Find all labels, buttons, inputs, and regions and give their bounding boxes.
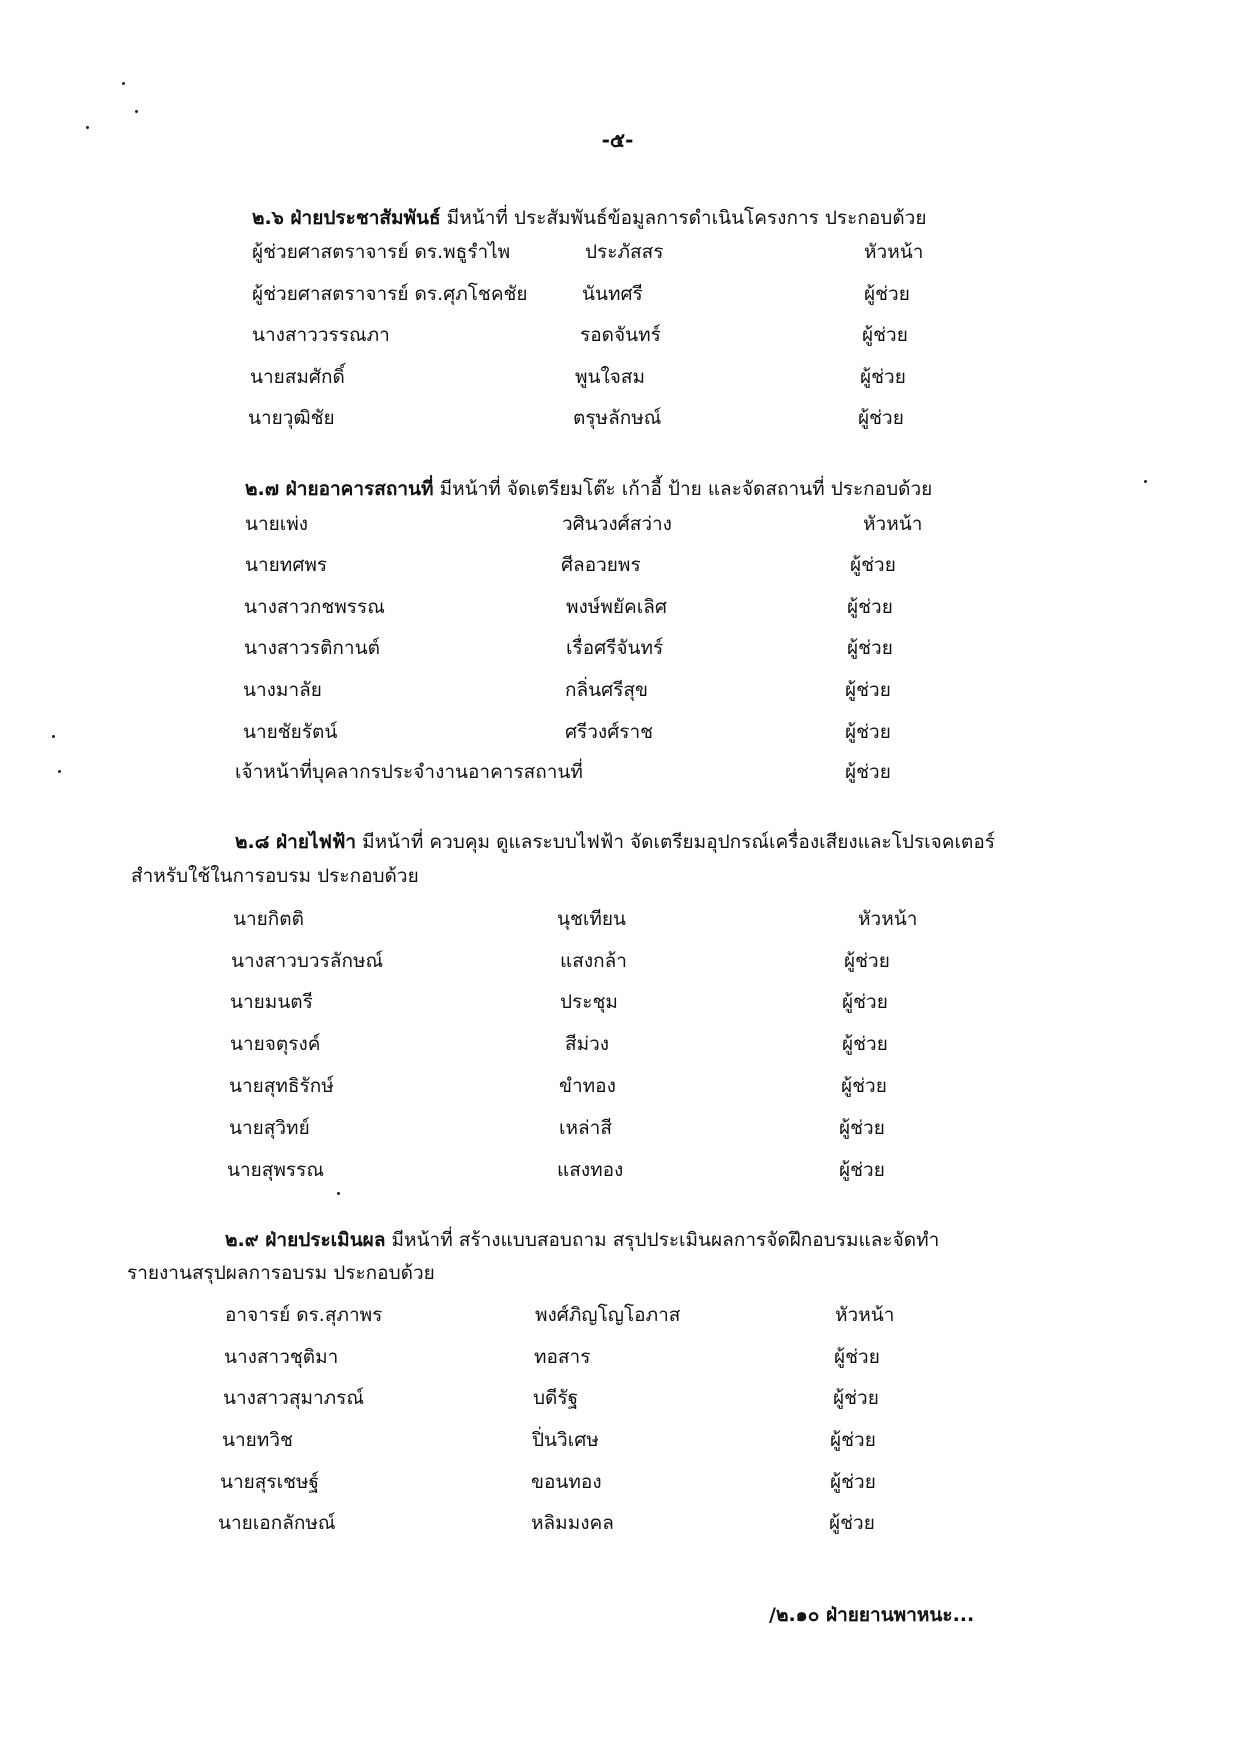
- member-role: ผู้ช่วย: [847, 637, 893, 659]
- member-first-name: นายสมศักดิ์: [250, 366, 345, 388]
- member-role: ผู้ช่วย: [847, 596, 893, 618]
- member-last-name: เรื่อศรีจันทร์: [566, 637, 664, 659]
- member-role: ผู้ช่วย: [844, 950, 890, 972]
- section-duty: มีหน้าที่ สร้างแบบสอบถาม สรุปประเมินผลการจัดฝึกอบรมและจัดทำ: [385, 1229, 940, 1251]
- member-first-name: นายทวิช: [222, 1429, 293, 1451]
- member-role: ผู้ช่วย: [842, 1033, 888, 1055]
- scan-speck: [337, 1192, 340, 1195]
- member-role: ผู้ช่วย: [850, 554, 896, 576]
- scan-speck: [135, 110, 138, 113]
- member-first-name: นางสาวบวรลักษณ์: [231, 950, 384, 972]
- section-heading: [245, 474, 932, 504]
- page-number: -๕-: [601, 128, 634, 152]
- member-last-name: ตรุษลักษณ์: [573, 407, 662, 429]
- member-last-name: ศีลอวยพร: [561, 554, 641, 576]
- member-first-name: นายสุรเชษฐ์: [220, 1471, 319, 1493]
- member-role: หัวหน้า: [835, 1304, 895, 1326]
- continuation-text: สำหรับใช้ในการอบรม ประกอบด้วย: [131, 865, 419, 887]
- member-role: หัวหน้า: [864, 241, 924, 263]
- continuation-footer: /๒.๑๐ ฝ่ายยานพาหนะ...: [769, 1604, 975, 1626]
- member-role: หัวหน้า: [863, 513, 923, 535]
- member-last-name: หลิมมงคล: [531, 1512, 614, 1534]
- member-last-name: แสงทอง: [557, 1159, 624, 1181]
- member-last-name: แสงกล้า: [560, 950, 627, 972]
- member-first-name: นายสุทธิรักษ์: [229, 1075, 334, 1097]
- member-last-name: ประภัสสร: [585, 241, 664, 263]
- member-role: ผู้ช่วย: [864, 283, 910, 305]
- member-last-name: ประชุม: [560, 991, 618, 1013]
- member-last-name: ปิ่นวิเศษ: [532, 1429, 599, 1451]
- member-first-name: นางสาวสุมาภรณ์: [223, 1387, 365, 1409]
- continuation-text: รายงานสรุปผลการอบรม ประกอบด้วย: [127, 1262, 435, 1284]
- member-first-name: นายกิตติ: [233, 908, 304, 930]
- member-role: ผู้ช่วย: [845, 679, 891, 701]
- member-first-name: นางสาวชุติมา: [224, 1346, 339, 1368]
- member-role: ผู้ช่วย: [829, 1512, 875, 1534]
- scan-speck: [1144, 480, 1147, 483]
- member-first-name: นางสาววรรณภา: [252, 324, 390, 346]
- member-last-name: เหล่าสี: [559, 1117, 612, 1139]
- member-role: ผู้ช่วย: [839, 1159, 885, 1181]
- member-last-name: วศินวงศ์สว่าง: [562, 513, 672, 535]
- member-role: ผู้ช่วย: [834, 1346, 880, 1368]
- member-first-name: นายมนตรี: [230, 991, 313, 1013]
- member-first-name: นายทศพร: [245, 554, 328, 576]
- section-duty: มีหน้าที่ ควบคุม ดูแลระบบไฟฟ้า จัดเตรียมอุปกรณ์เครื่องเสียงและโปรเจคเตอร์: [356, 831, 995, 853]
- member-last-name: สีม่วง: [565, 1033, 610, 1055]
- member-last-name: พูนใจสม: [575, 366, 646, 388]
- member-first-name: นายเอกลักษณ์: [218, 1512, 336, 1534]
- member-first-name: ผู้ช่วยศาสตราจารย์ ดร.ศุภโชคชัย: [252, 283, 528, 305]
- member-role: ผู้ช่วย: [858, 407, 904, 429]
- member-last-name: ขำทอง: [559, 1075, 616, 1097]
- member-first-name: นางสาวกชพรรณ: [244, 596, 385, 618]
- section-continuation: [127, 1258, 435, 1288]
- member-first-name: เจ้าหน้าที่บุคลากรประจำงานอาคารสถานที่: [235, 761, 583, 783]
- member-first-name: อาจารย์ ดร.สุภาพร: [225, 1304, 383, 1326]
- member-role: ผู้ช่วย: [845, 721, 891, 743]
- member-last-name: นุชเทียน: [557, 908, 627, 930]
- member-first-name: นายวุฒิชัย: [248, 407, 335, 429]
- member-last-name: พงศ์ภิญโญโอภาส: [535, 1304, 681, 1326]
- member-first-name: นางสาวรติกานต์: [244, 637, 380, 659]
- scan-speck: [122, 82, 125, 85]
- member-last-name: นันทศรี: [582, 283, 643, 305]
- member-last-name: ขอนทอง: [531, 1471, 602, 1493]
- member-role: ผู้ช่วย: [862, 324, 908, 346]
- member-first-name: นายสุพรรณ: [227, 1159, 324, 1181]
- member-role: ผู้ช่วย: [845, 761, 891, 783]
- member-role: ผู้ช่วย: [833, 1387, 879, 1409]
- section-code: ๒.๖ ฝ่ายประชาสัมพันธ์: [252, 207, 441, 229]
- member-role: ผู้ช่วย: [860, 366, 906, 388]
- member-last-name: พงษ์พยัคเลิศ: [566, 596, 667, 618]
- member-last-name: บดีรัฐ: [533, 1387, 579, 1409]
- member-role: ผู้ช่วย: [842, 991, 888, 1013]
- member-first-name: นายสุวิทย์: [229, 1117, 310, 1139]
- section-continuation: [131, 861, 419, 891]
- section-heading: [252, 203, 926, 233]
- section-heading: [235, 827, 995, 857]
- member-role: ผู้ช่วย: [830, 1429, 876, 1451]
- member-role: ผู้ช่วย: [841, 1075, 887, 1097]
- member-first-name: นายจตุรงค์: [230, 1033, 321, 1055]
- member-last-name: ศรีวงศ์ราช: [565, 721, 654, 743]
- section-code: ๒.๙ ฝ่ายประเมินผล: [225, 1229, 386, 1251]
- member-last-name: รอดจันทร์: [580, 324, 661, 346]
- section-duty: มีหน้าที่ ประสัมพันธ์ข้อมูลการดำเนินโครงการ ประกอบด้วย: [440, 207, 927, 229]
- scan-speck: [58, 770, 61, 773]
- member-first-name: นางมาลัย: [243, 679, 322, 701]
- member-role: หัวหน้า: [858, 908, 918, 930]
- scan-speck: [86, 126, 89, 129]
- member-last-name: ทอสาร: [534, 1346, 591, 1368]
- section-code: ๒.๗ ฝ่ายอาคารสถานที่: [245, 478, 434, 500]
- section-heading: [225, 1225, 939, 1255]
- member-role: ผู้ช่วย: [830, 1471, 876, 1493]
- scan-speck: [52, 735, 55, 738]
- section-duty: มีหน้าที่ จัดเตรียมโต๊ะ เก้าอี้ ป้าย และจัดสถานที่ ประกอบด้วย: [433, 478, 933, 500]
- member-role: ผู้ช่วย: [839, 1117, 885, 1139]
- section-code: ๒.๘ ฝ่ายไฟฟ้า: [235, 831, 357, 853]
- member-first-name: นายชัยรัตน์: [243, 721, 338, 743]
- member-first-name: ผู้ช่วยศาสตราจารย์ ดร.พธูรำไพ: [252, 241, 511, 263]
- member-last-name: กลิ่นศรีสุข: [565, 679, 648, 701]
- member-first-name: นายเพ่ง: [245, 513, 309, 535]
